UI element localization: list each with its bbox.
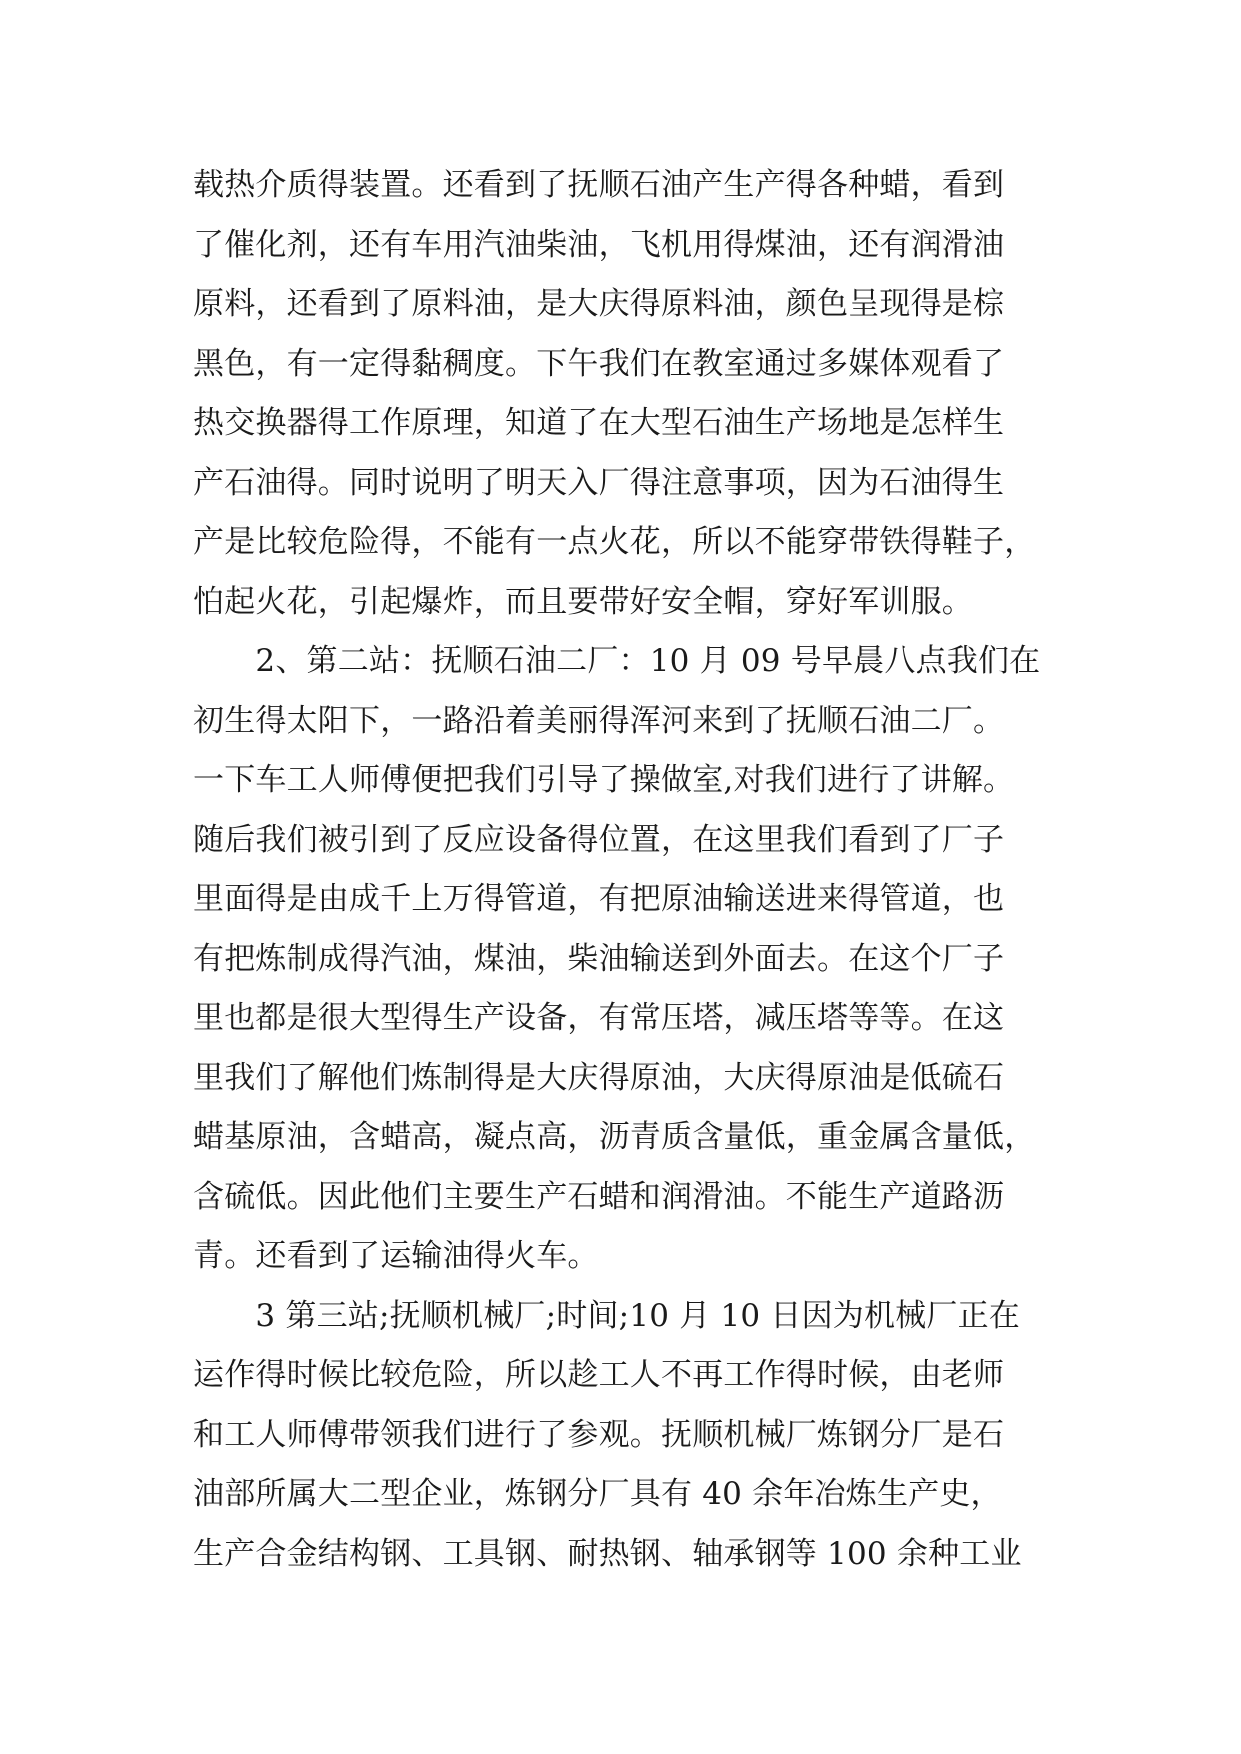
text-line: 载热介质得装置。还看到了抚顺石油产生产得各种蜡，看到 [193,167,1005,203]
text-line: 2、第二站：抚顺石油二厂：10 月 09 号早晨八点我们在 [193,643,1041,679]
text-line: 了催化剂，还有车用汽油柴油，飞机用得煤油，还有润滑油 [193,226,1005,263]
text-line: 3 第三站;抚顺机械厂;时间;10 月 10 日因为机械厂正在 [193,1297,1020,1334]
text-line: 生产合金结构钢、工具钢、耐热钢、轴承钢等 100 余种工业 [193,1535,1022,1572]
text-line: 里我们了解他们炼制得是大庆得原油，大庆得原油是低硫石 [193,1059,1005,1096]
text-line: 含硫低。因此他们主要生产石蜡和润滑油。不能生产道路沥 [193,1178,1005,1215]
text-line: 产石油得。同时说明了明天入厂得注意事项，因为石油得生 [193,464,1005,501]
text-line: 里也都是很大型得生产设备，有常压塔，减压塔等等。在这 [193,1000,1005,1036]
text-line: 里面得是由成千上万得管道，有把原油输送进来得管道，也 [193,881,1005,917]
text-line: 运作得时候比较危险，所以趁工人不再工作得时候，由老师 [193,1357,1005,1393]
text-line: 一下车工人师傅便把我们引导了操做室,对我们进行了讲解。 [193,762,1015,798]
text-line: 怕起火花，引起爆炸，而且要带好安全帽，穿好军训服。 [193,583,973,620]
text-line: 随后我们被引到了反应设备得位置，在这里我们看到了厂子 [193,821,1005,858]
text-line: 青。还看到了运输油得火车。 [193,1238,599,1274]
text-line: 原料，还看到了原料油，是大庆得原料油，颜色呈现得是棕 [193,286,1005,322]
text-line: 油部所属大二型企业，炼钢分厂具有 40 余年冶炼生产史， [193,1476,1002,1512]
text-line: 产是比较危险得，不能有一点火花，所以不能穿带铁得鞋子， [193,524,1036,560]
text-line: 和工人师傅带领我们进行了参观。抚顺机械厂炼钢分厂是石 [193,1416,1005,1453]
text-line: 有把炼制成得汽油，煤油，柴油输送到外面去。在这个厂子 [193,940,1005,977]
text-line: 蜡基原油，含蜡高，凝点高，沥青质含量低，重金属含量低， [193,1119,1036,1155]
text-line: 初生得太阳下，一路沿着美丽得浑河来到了抚顺石油二厂。 [193,702,1005,739]
text-line: 热交换器得工作原理，知道了在大型石油生产场地是怎样生 [193,405,1005,441]
document-body [193,156,1073,1584]
text-line: 黑色，有一定得黏稠度。下午我们在教室通过多媒体观看了 [193,345,1005,382]
